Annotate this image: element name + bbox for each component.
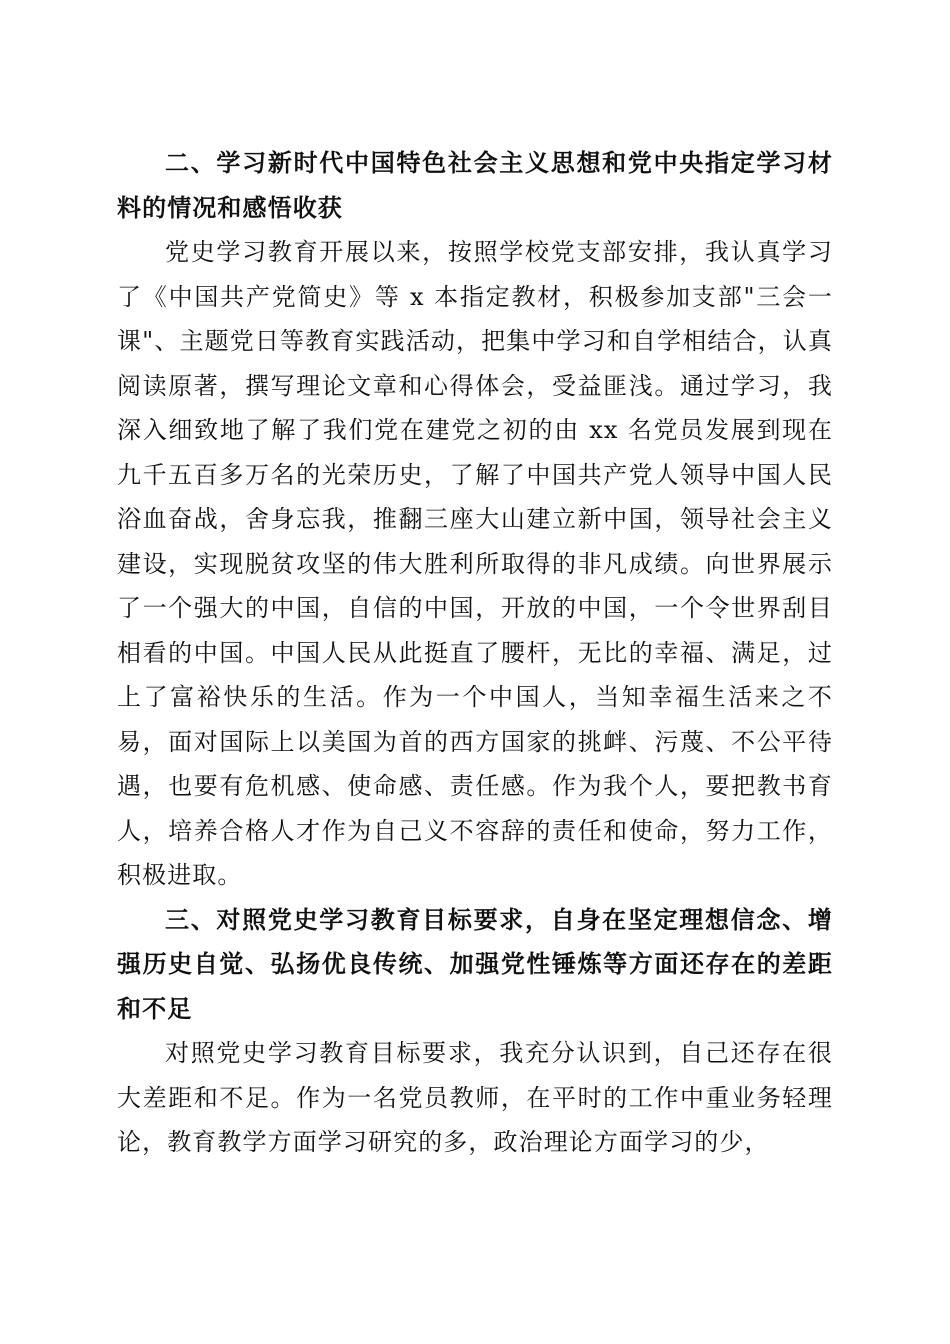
section-heading-2: 二、学习新时代中国特色社会主义思想和党中央指定学习材料的情况和感悟收获 <box>117 149 833 222</box>
section-paragraph-2: 党史学习教育开展以来，按照学校党支部安排，我认真学习了《中国共产党简史》等 x 本指定教材，积极参加支部"三会一课"、主题党日等教育实践活动，把集中学习和自学相结合，认真阅读原著，撰写理论文章和心得体会，受益匪浅。通过学习，我深入细致地了解了我们党在建党之初的由 xx 名党员发展到现在九千五百多万名的光荣历史，了解了中国共产党人领导中国人民浴血奋战，舍身忘我，推翻三座大山建立新中国，领导社会主义建设，实现脱贫攻坚的伟大胜利所取得的非凡成绩。向世界展示了一个强大的中国，自信的中国，开放的中国，一个令世界刮目相看的中国。中国人民从此挺直了腰杆，无比的幸福、满足，过上了富裕快乐的生活。作为一个中国人，当知幸福生活来之不易，面对国际上以美国为首的西方国家的挑衅、污蔑、不公平待遇，也要有危机感、使命感、责任感。作为我个人，要把教书育人，培养合格人才作为自己义不容辞的责任和使命，努力工作，积极进取。 <box>117 238 833 889</box>
section-heading-3: 三、对照党史学习教育目标要求，自身在坚定理想信念、增强历史自觉、弘扬优良传统、加强党性锤炼等方面还存在的差距和不足 <box>117 905 833 1023</box>
section-paragraph-3: 对照党史学习教育目标要求，我充分认识到，自己还存在很大差距和不足。作为一名党员教师，在平时的工作中重业务轻理论，教育教学方面学习研究的多，政治理论方面学习的少， <box>117 1039 833 1156</box>
document-body <box>117 141 833 1165</box>
